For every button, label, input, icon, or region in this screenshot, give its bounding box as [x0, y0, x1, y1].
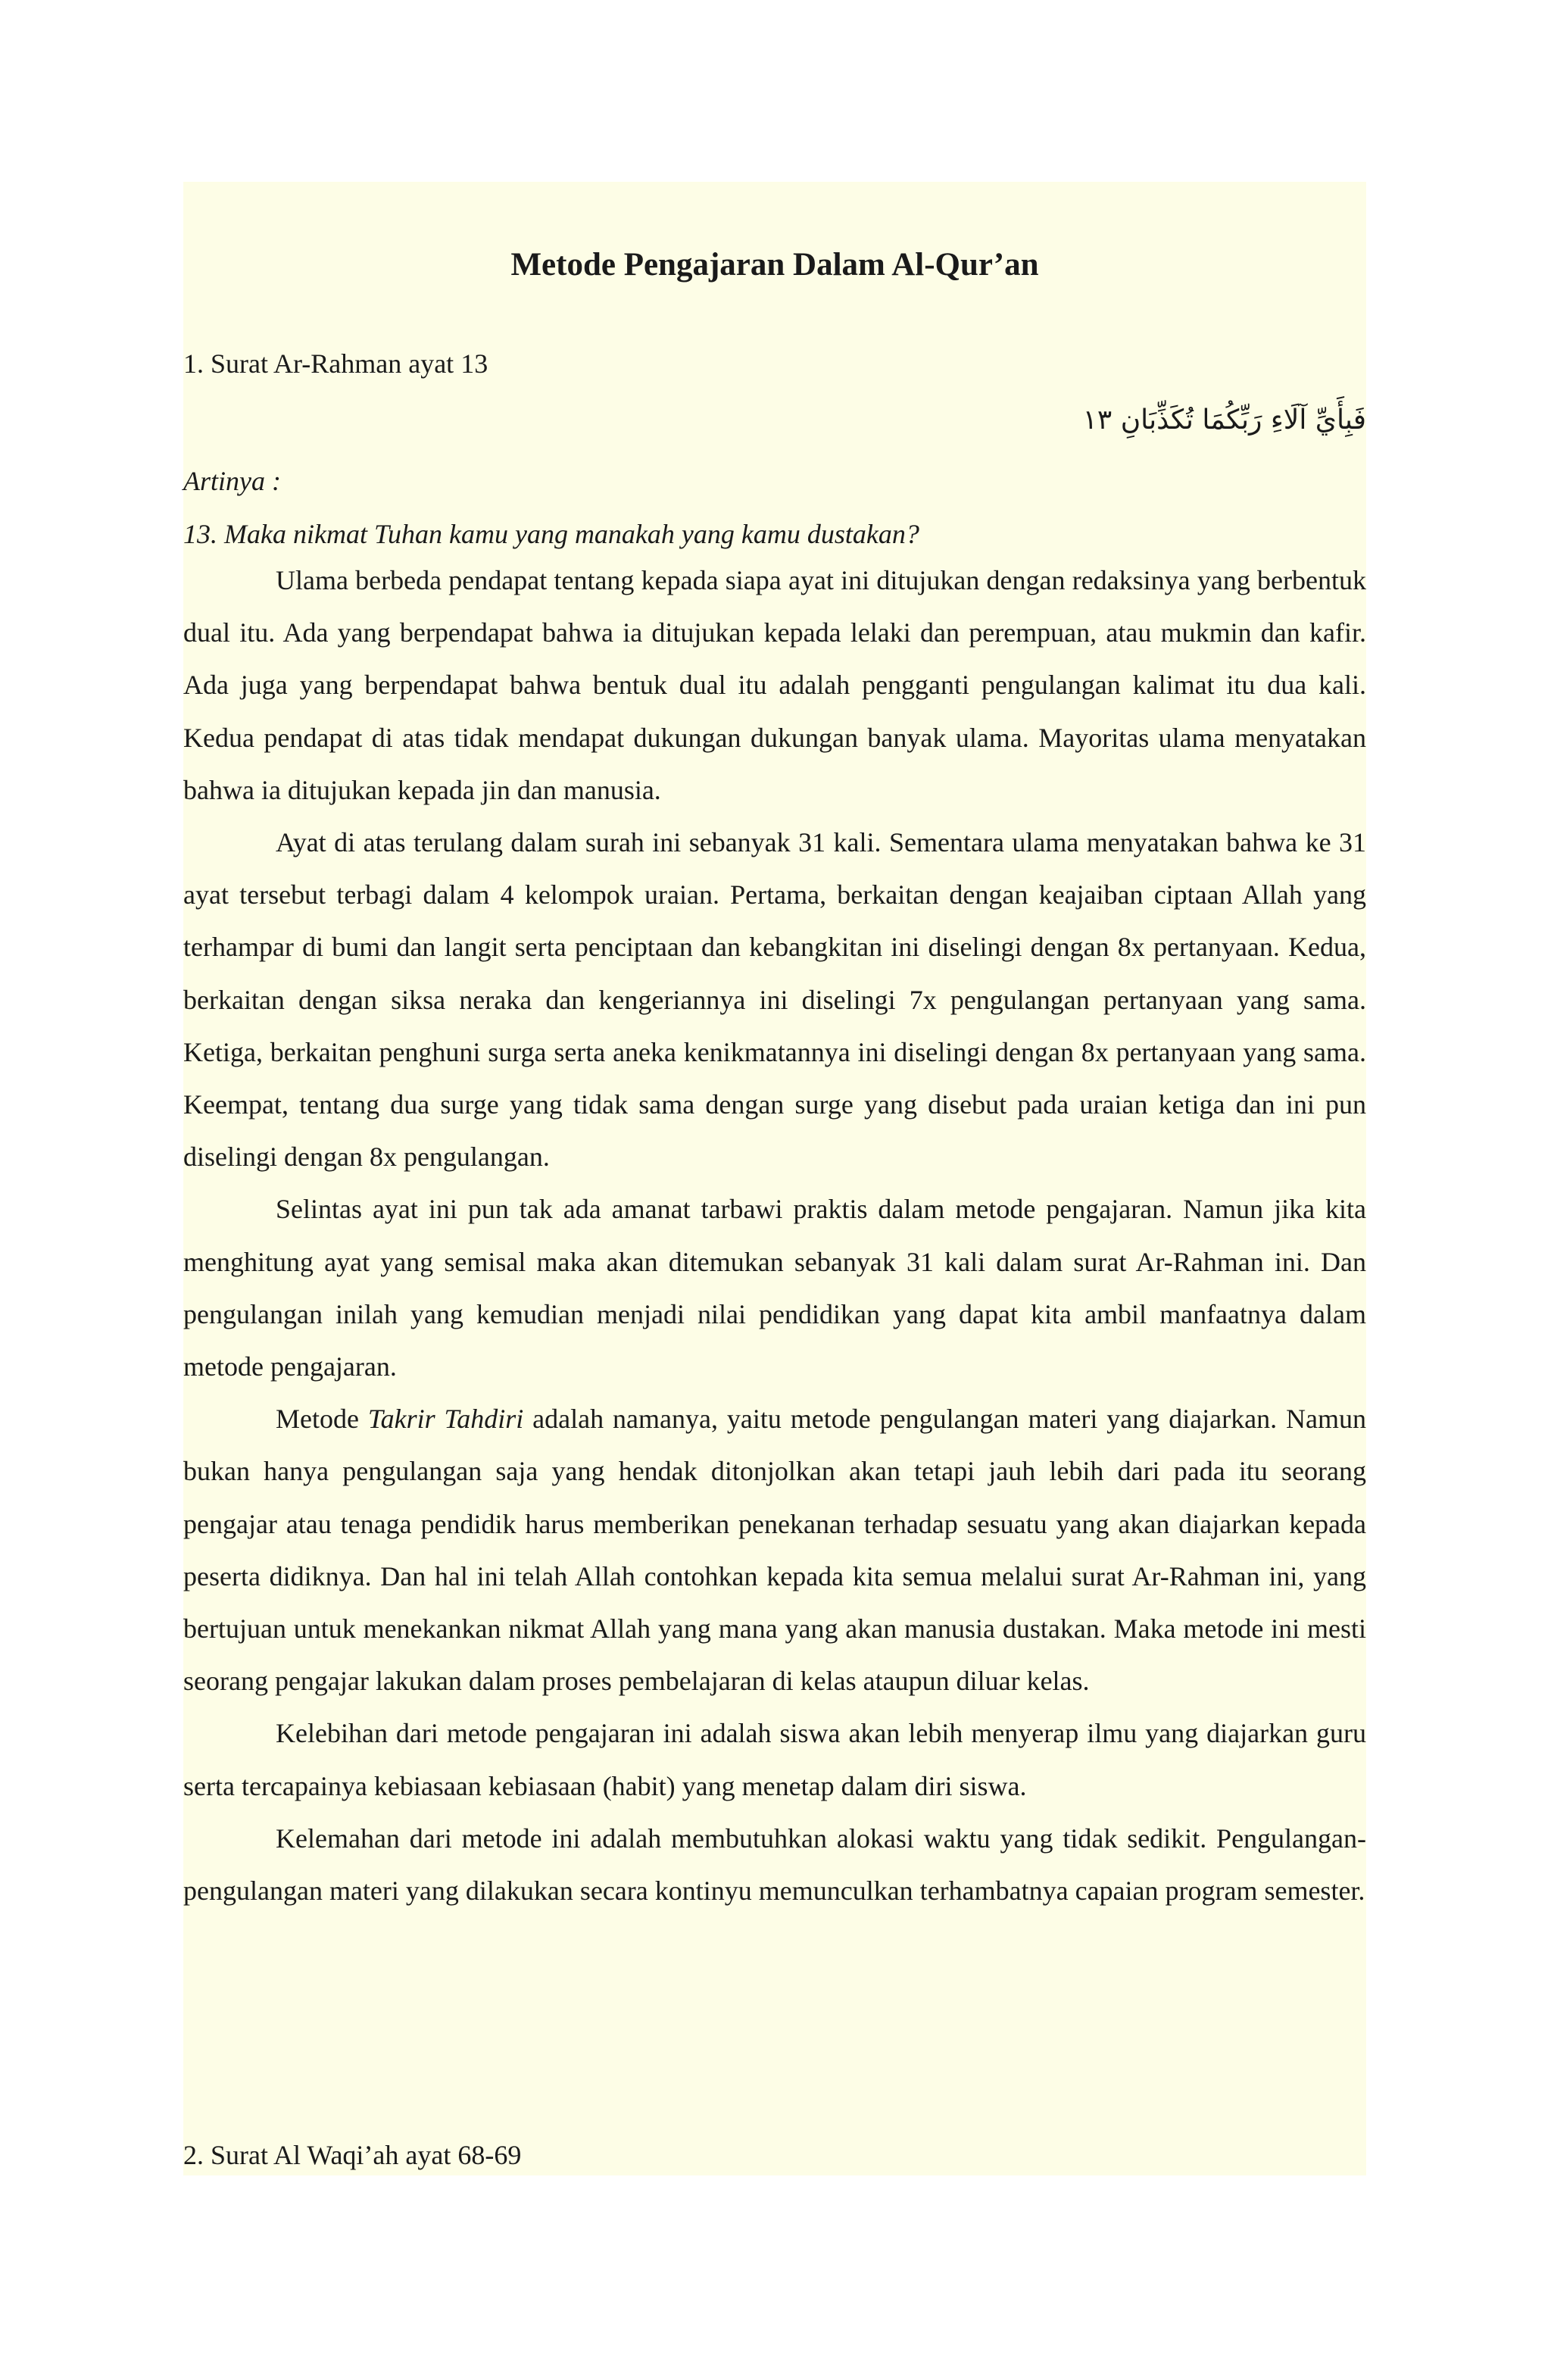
arabic-verse: فَبِأَيِّ آلَاءِ رَبِّكُمَا تُكَذِّبَانِ ١٣ — [1082, 404, 1366, 436]
method-term: Takrir Tahdiri — [367, 1404, 524, 1435]
paragraph-weaknesses: Kelemahan dari metode ini adalah membutuhkan alokasi waktu yang tidak sedikit. Pengulangan-pengulangan materi yang dilakukan secara kontinyu memunculkan terhambatnya capaian program semester. — [183, 1822, 1366, 1907]
document-title: Metode Pengajaran Dalam Al-Qur’an — [510, 247, 1039, 283]
verse-translation: 13. Maka nikmat Tuhan kamu yang manakah yang kamu dustakan? — [183, 519, 919, 549]
paragraph-addressee: Ulama berbeda pendapat tentang kepada siapa ayat ini ditujukan dengan redaksinya yang berbentuk dual itu. Ada yang berpendapat bahwa ia ditujukan kepada lelaki dan perempuan, atau mukmin dan kafir. Ada juga yang berpendapat bahwa bentuk dual itu adalah pengganti pengulangan kalimat itu dua kali. Kedua pendapat di atas tidak mendapat dukungan dukungan banyak ulama. Mayoritas ulama menyatakan bahwa ia ditujukan kepada jin dan manusia. — [183, 565, 1366, 805]
method-prefix: Metode — [276, 1404, 368, 1435]
document-page — [183, 182, 1366, 2175]
section-1-heading: 1. Surat Ar-Rahman ayat 13 — [183, 348, 488, 379]
section-2-heading: 2. Surat Al Waqi’ah ayat 68-69 — [183, 2140, 522, 2170]
paragraph-educational-value: Selintas ayat ini pun tak ada amanat tarbawi praktis dalam metode pengajaran. Namun jika kita menghitung ayat yang semisal maka akan ditemukan sebanyak 31 kali dalam surat Ar-Rahman ini. Dan pengulangan inilah yang kemudian menjadi nilai pendidikan yang dapat kita ambil manfaatnya dalam metode pengajaran. — [183, 1194, 1366, 1382]
paragraph-method — [183, 1393, 1366, 1707]
body-text — [183, 554, 1366, 1917]
method-description: adalah namanya, yaitu metode pengulangan materi yang diajarkan. Namun bukan hanya pengulangan saja yang hendak ditonjolkan akan tetapi jauh lebih dari pada itu seorang pengajar atau tenaga pendidik harus memberikan penekanan terhadap sesuatu yang akan diajarkan kepada peserta didiknya. Dan hal ini telah Allah contohkan kepada kita semua melalui surat Ar-Rahman ini, yang bertujuan untuk menekankan nikmat Allah yang mana yang akan manusia dustakan. Maka metode ini mesti seorang pengajar lakukan dalam proses pembelajaran di kelas ataupun diluar kelas. — [183, 1404, 1367, 1697]
translation-label: Artinya : — [183, 466, 281, 496]
paragraph-advantages: Kelebihan dari metode pengajaran ini adalah siswa akan lebih menyerap ilmu yang diajarkan guru serta tercapainya kebiasaan kebiasaan (habit) yang menetap dalam diri siswa. — [183, 1718, 1366, 1801]
paragraph-repetition: Ayat di atas terulang dalam surah ini sebanyak 31 kali. Sementara ulama menyatakan bahwa ke 31 ayat tersebut terbagi dalam 4 kelompok uraian. Pertama, berkaitan dengan keajaiban ciptaan Allah yang terhampar di bumi dan langit serta penciptaan dan kebangkitan ini diselingi dengan 8x pertanyaan. Kedua, berkaitan dengan siksa neraka dan kengeriannya ini diselingi 7x pengulangan pertanyaan yang sama. Ketiga, berkaitan penghuni surga serta aneka kenikmatannya ini diselingi dengan 8x pertanyaan yang sama. Keempat, tentang dua surge yang tidak sama dengan surge yang disebut pada uraian ketiga dan ini pun diselingi dengan 8x pengulangan. — [183, 827, 1366, 1173]
